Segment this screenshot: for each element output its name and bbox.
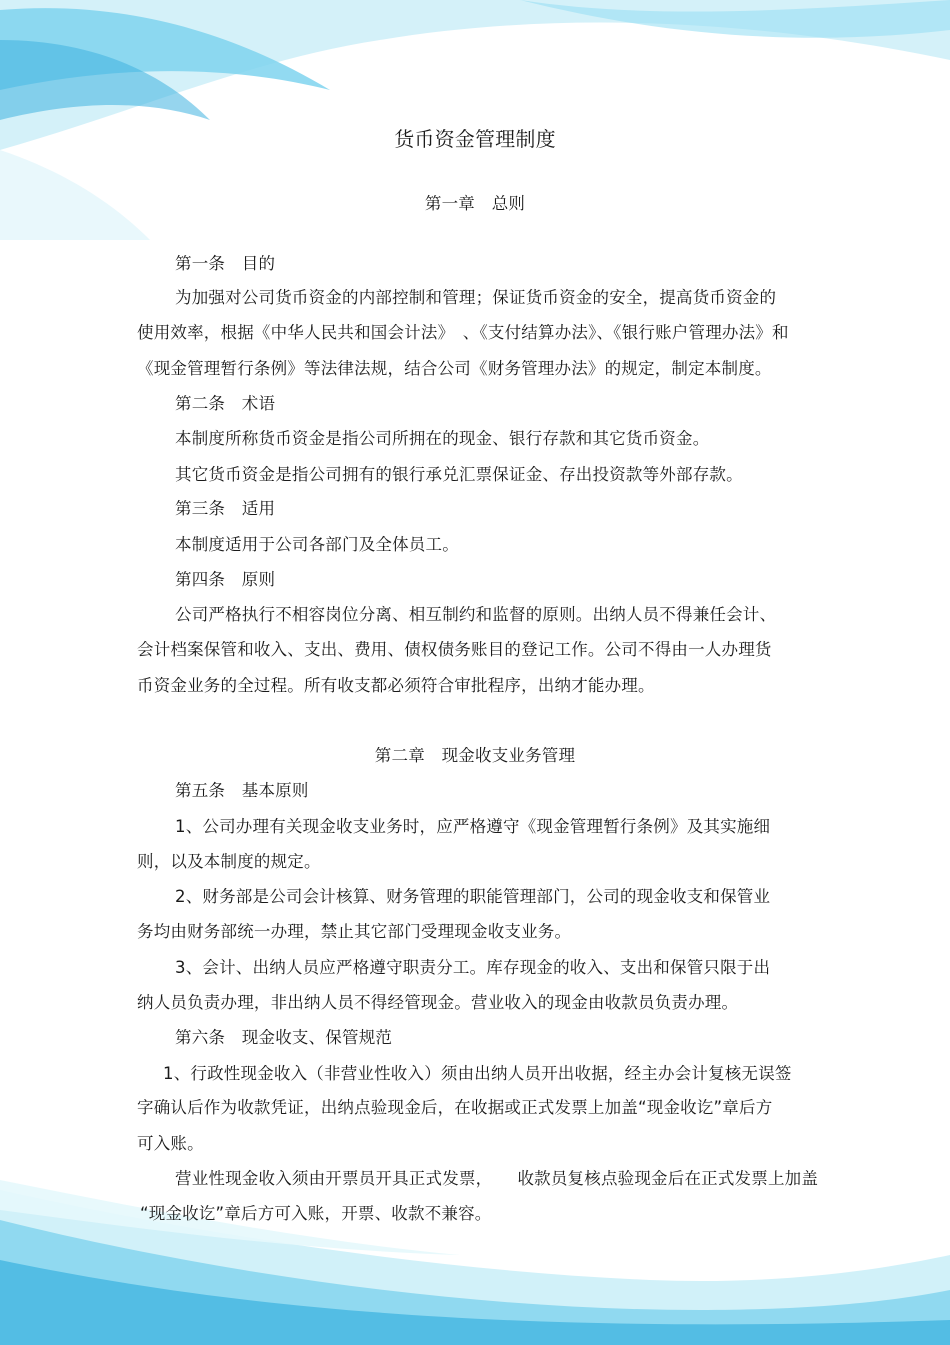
article-heading: 第六条 现金收支、保管规范 (175, 1028, 393, 1047)
paragraph-line: “现金收讫”章后方可入账，开票、收款不兼容。 (140, 1204, 492, 1223)
paragraph-line: 其它货币资金是指公司拥有的银行承兑汇票保证金、存出投资款等外部存款。 (175, 465, 743, 484)
article-heading: 第三条 适用 (175, 499, 276, 518)
paragraph-line: 1、行政性现金收入（非营业性收入）须由出纳人员开出收据，经主办会计复核无误签 (163, 1064, 792, 1083)
paragraph-line: 使用效率，根据《中华人民共和国会计法》 、《支付结算办法》、《银行账户管理办法》和 (137, 323, 789, 342)
document-title: 货币资金管理制度 (394, 127, 556, 151)
paragraph-line: 本制度适用于公司各部门及全体员工。 (175, 535, 459, 554)
article-heading: 第四条 原则 (175, 570, 276, 589)
paragraph-line: 1、公司办理有关现金收支业务时，应严格遵守《现金管理暂行条例》及其实施细 (175, 817, 771, 836)
paragraph-line: 2、财务部是公司会计核算、财务管理的职能管理部门，公司的现金收支和保管业 (175, 887, 771, 906)
chapter-heading: 第一章 总则 (424, 194, 526, 213)
paragraph-line: 则，以及本制度的规定。 (137, 852, 321, 871)
article-heading: 第五条 基本原则 (175, 781, 309, 800)
paragraph-line: 本制度所称货币资金是指公司所拥在的现金、银行存款和其它货币资金。 (175, 429, 710, 448)
paragraph-line: 3、会计、出纳人员应严格遵守职责分工。库存现金的收入、支出和保管只限于出 (175, 958, 771, 977)
paragraph-line: 为加强对公司货币资金的内部控制和管理；保证货币资金的安全，提高货币资金的 (175, 288, 777, 307)
chapter-heading: 第二章 现金收支业务管理 (374, 746, 576, 765)
paragraph-line: 营业性现金收入须由开票员开具正式发票， 收款员复核点验现金后在正式发票上加盖 (175, 1169, 819, 1188)
article-heading: 第二条 术语 (175, 394, 276, 413)
paragraph-line: 公司严格执行不相容岗位分离、相互制约和监督的原则。出纳人员不得兼任会计、 (175, 605, 777, 624)
paragraph-line: 会计档案保管和收入、支出、费用、债权债务账目的登记工作。公司不得由一人办理货 (137, 640, 772, 659)
article-heading: 第一条 目的 (175, 254, 276, 273)
paragraph-line: 字确认后作为收款凭证，出纳点验现金后，在收据或正式发票上加盖“现金收讫”章后方 (137, 1098, 773, 1117)
paragraph-line: 币资金业务的全过程。所有收支都必须符合审批程序，出纳才能办理。 (137, 676, 655, 695)
paragraph-line: 《现金管理暂行条例》等法律法规，结合公司《财务管理办法》的规定，制定本制度。 (137, 359, 772, 378)
paragraph-line: 纳人员负责办理，非出纳人员不得经管现金。营业收入的现金由收款员负责办理。 (137, 993, 739, 1012)
paragraph-line: 务均由财务部统一办理，禁止其它部门受理现金收支业务。 (137, 922, 572, 941)
paragraph-line: 可入账。 (137, 1134, 204, 1153)
